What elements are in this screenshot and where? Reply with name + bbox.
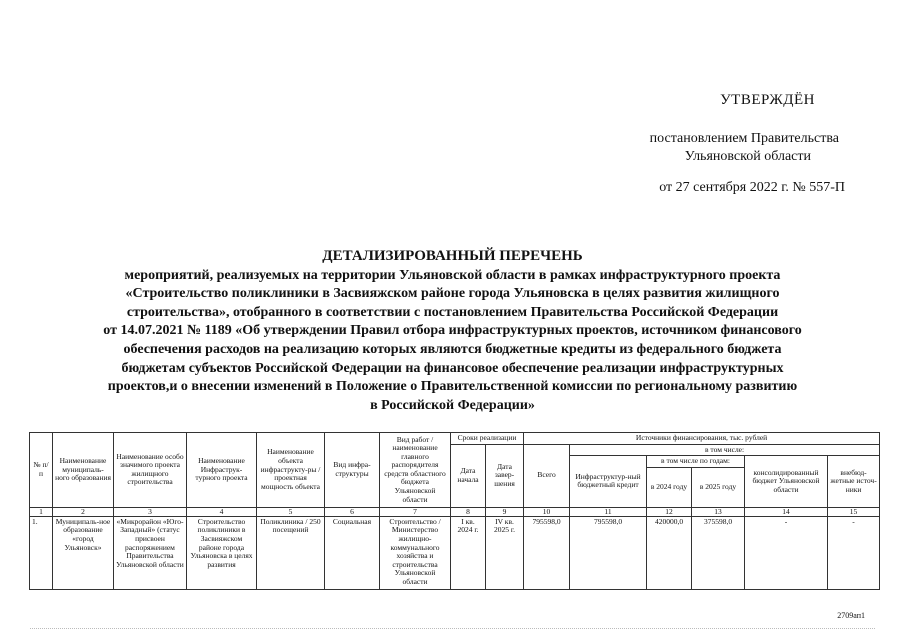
col-number: 4 (187, 507, 257, 516)
col-number: 15 (828, 507, 880, 516)
header-object: Наименование особо значимого проекта жилищного строительства (114, 433, 187, 508)
title-line: строительства», отобранного в соответствии с постановлением Правительства Российской Федерации (126, 304, 779, 320)
header-num: № п/п (30, 433, 53, 508)
header-work-type: Вид работ / наименование главного распорядителя средств областного бюджета Ульяновской области (380, 433, 451, 508)
cell-2024: 420000,0 (647, 516, 692, 589)
header-offbudget: внебюд-жетные источ-ники (828, 456, 880, 508)
header-2024: в 2024 году (647, 467, 692, 507)
cell-municipality: Муниципаль-ное образование «город Ульяновск» (53, 516, 114, 589)
col-number: 11 (570, 507, 647, 516)
cell-object: «Микрорайон «Юго-Западный» (статус присвоен распоряжением Правительства Ульяновской области (114, 516, 187, 589)
cell-num: 1. (30, 516, 53, 589)
header-end: Дата завер-шения (486, 444, 524, 507)
col-number: 12 (647, 507, 692, 516)
col-number: 2 (53, 507, 114, 516)
table-row (30, 516, 880, 589)
measures-table (29, 432, 880, 590)
document-title: ДЕТАЛИЗИРОВАННЫЙ ПЕРЕЧЕНЬ (322, 248, 583, 264)
col-number: 7 (380, 507, 451, 516)
header-infra-project: Наименование Инфраструк-турного проекта (187, 433, 257, 508)
approval-line-3: от 27 сентября 2022 г. № 557-П (659, 180, 845, 195)
title-line: обеспечения расходов на реализацию которых являются бюджетные кредиты из федерального бюджета (123, 341, 782, 357)
header-incl-years: в том числе по годам: (647, 456, 745, 468)
header-total: Всего (524, 444, 570, 507)
title-line: бюджетам субъектов Российской Федерации на финансовое обеспечение реализации инфраструктурных (121, 360, 784, 376)
cell-credit: 795598,0 (570, 516, 647, 589)
col-number: 10 (524, 507, 570, 516)
cell-total: 795598,0 (524, 516, 570, 589)
col-number: 14 (745, 507, 828, 516)
header-incl: в том числе: (570, 444, 880, 456)
header-terms: Сроки реализации (451, 433, 524, 445)
approval-title: УТВЕРЖДЁН (720, 92, 815, 108)
cell-infra-object: Поликлиника / 250 посещений (257, 516, 325, 589)
document-title-block (40, 247, 865, 415)
header-infra-type: Вид инфра-структуры (325, 433, 380, 508)
approval-line-2: Ульяновской области (684, 149, 811, 164)
cell-end: IV кв. 2025 г. (486, 516, 524, 589)
header-regional: консолидированный бюджет Ульяновской области (745, 456, 828, 508)
col-number: 3 (114, 507, 187, 516)
title-line: «Строительство поликлиники в Засвияжском районе города Ульяновска в целях развития жилищного (125, 286, 780, 302)
header-row (30, 433, 880, 445)
header-municipality: Наименование муниципаль-ного образования (53, 433, 114, 508)
header-credit: Инфраструктур-ный бюджетный кредит (570, 456, 647, 508)
col-number: 9 (486, 507, 524, 516)
cell-infra-type: Социальная (325, 516, 380, 589)
cell-start: I кв. 2024 г. (451, 516, 486, 589)
header-2025: в 2025 году (692, 467, 745, 507)
header-start: Дата начала (451, 444, 486, 507)
cell-infra-project: Строительство поликлиники в Засвияжском районе города Ульяновска в целях развития (187, 516, 257, 589)
column-number-row (30, 507, 880, 516)
title-line: мероприятий, реализуемых на территории Ульяновской области в рамках инфраструктурного проекта (124, 267, 781, 283)
cell-2025: 375598,0 (692, 516, 745, 589)
col-number: 8 (451, 507, 486, 516)
approval-line-1: постановлением Правительства (649, 131, 839, 146)
cell-regional: - (745, 516, 828, 589)
footer-code: 2709ап1 (837, 611, 865, 620)
page-edge-divider (30, 628, 875, 629)
col-number: 13 (692, 507, 745, 516)
title-line: в Российской Федерации» (370, 397, 535, 413)
title-line: от 14.07.2021 № 1189 «Об утверждении Правил отбора инфраструктурных проектов, источником финансового (103, 323, 802, 339)
cell-offbudget: - (828, 516, 880, 589)
cell-work-type: Строительство / Министерство жилищно-коммунального хозяйства и строительства Ульяновской области (380, 516, 451, 589)
col-number: 5 (257, 507, 325, 516)
header-sources: Источники финансирования, тыс. рублей (524, 433, 880, 445)
col-number: 1 (30, 507, 53, 516)
header-infra-object: Наименование объекта инфраструкту-ры / проектная мощность объекта (257, 433, 325, 508)
col-number: 6 (325, 507, 380, 516)
title-line: проектов,и о внесении изменений в Положение о Правительственной комиссии по региональному развитию (107, 379, 798, 395)
